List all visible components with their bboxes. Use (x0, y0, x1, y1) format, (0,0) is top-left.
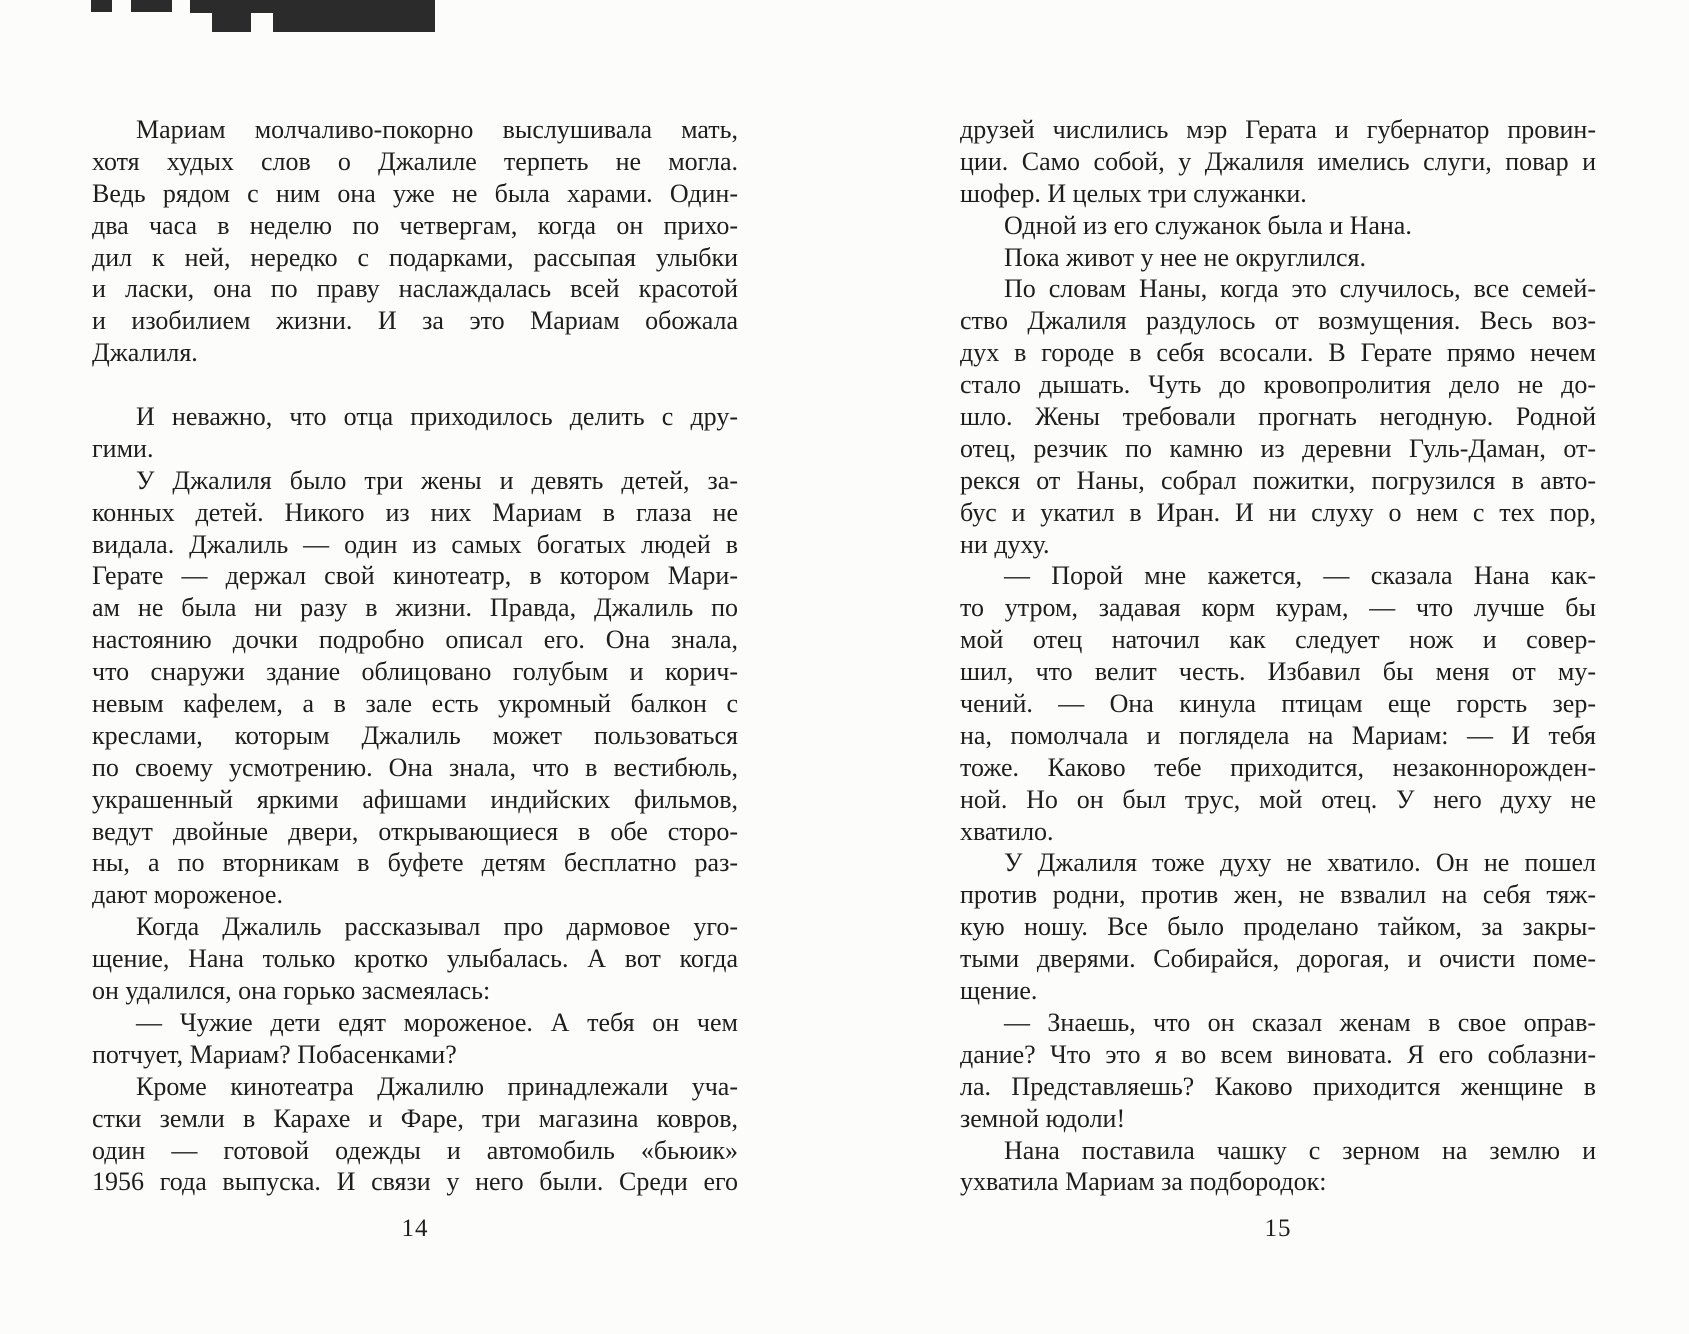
text-line: мой отец наточил как следует нож и совер- (960, 625, 1596, 655)
text-line: один — готовой одежды и автомобиль «бьюик» (92, 1135, 738, 1165)
text-line: на, помолчала и поглядела на Мариам: — И тебя (960, 720, 1596, 750)
text-line: стало дышать. Чуть до кровопролития дело не до- (960, 370, 1596, 400)
text-line: Кроме кинотеатра Джалилю принадлежали уча- (136, 1071, 738, 1101)
text-line: Мариам молчаливо-покорно выслушивала мать, (136, 115, 738, 144)
text-line: Ведь рядом с ним она уже не была харами. Один- (92, 178, 738, 208)
text-line: дание? Что это я во всем виновата. Я его соблазни- (960, 1039, 1596, 1069)
scan-artifact-block (273, 0, 435, 32)
text-line: украшенный яркими афишами индийских фильмов, (92, 784, 738, 814)
text-line: то утром, задавая корм курам, — что лучше бы (960, 593, 1596, 623)
text-line: 1956 года выпуска. И связи у него были. Среди его (92, 1167, 738, 1197)
text-line: хватило. (960, 816, 1054, 846)
paragraph-gap (92, 369, 738, 401)
text-line: У Джалиля было три жены и девять детей, за- (136, 465, 738, 495)
text-line: и ласки, она по праву наслаждалась всей красотой (92, 274, 738, 304)
text-line: видала. Джалиль — один из самых богатых людей в (92, 529, 738, 559)
text-line: конных детей. Никого из них Мариам в глаза не (92, 497, 738, 527)
text-line: дух в городе в себя всосали. В Герате прямо нечем (960, 338, 1596, 368)
text-line: чений. — Она кинула птицам еще горсть зер- (960, 689, 1596, 719)
scan-artifact-block (91, 0, 112, 12)
text-line: ведут двойные двери, открывающиеся в обе сторо- (92, 816, 738, 846)
text-line: дают мороженое. (92, 880, 283, 910)
text-line: рекся от Наны, собрал пожитки, погрузился в авто- (960, 465, 1596, 495)
text-line: дил к ней, нередко с подарками, рассыпая улыбки (92, 242, 738, 272)
text-line: И неважно, что отца приходилось делить с дру- (136, 402, 738, 432)
text-line: Одной из его служанок была и Нана. (1004, 210, 1412, 240)
text-line: щение. (960, 976, 1038, 1006)
text-line: Пока живот у нее не округлился. (1004, 242, 1366, 272)
text-line: настоянию дочки подробно описал его. Она знала, (92, 625, 738, 655)
scan-artifact-block (131, 0, 172, 12)
scan-artifact-block (212, 0, 251, 32)
text-line: ни духу. (960, 529, 1050, 559)
text-line: невым кафелем, а в зале есть укромный балкон с (92, 689, 738, 719)
text-line: ам не была ни разу в жизни. Правда, Джалиль по (92, 593, 738, 623)
text-line: шил, что велит честь. Избавил бы меня от му- (960, 657, 1596, 687)
text-line: По словам Наны, когда это случилось, все семей- (1004, 274, 1596, 304)
text-line: Джалиля. (92, 338, 198, 368)
text-line: Нана поставила чашку с зерном на землю и (1004, 1135, 1596, 1165)
text-line: ство Джалиля раздулось от возмущения. Весь воз- (960, 306, 1596, 336)
text-line: Герате — держал свой кинотеатр, в котором Мари- (92, 561, 738, 591)
text-line: ухватила Мариам за подбородок: (960, 1167, 1327, 1197)
text-line: земной юдоли! (960, 1103, 1126, 1133)
text-line: — Порой мне кажется, — сказала Нана как- (1004, 561, 1596, 591)
text-line: — Знаешь, что он сказал женам в свое оправ- (1004, 1007, 1596, 1037)
text-line: Когда Джалиль рассказывал про дармовое уго- (136, 912, 738, 942)
text-line: — Чужие дети едят мороженое. А тебя он чем (136, 1007, 738, 1037)
text-line: ла. Представляешь? Каково приходится женщине в (960, 1071, 1596, 1101)
text-line: против родни, против жен, не взвалил на себя тяж- (960, 880, 1596, 910)
text-line: стки земли в Карахе и Фаре, три магазина ковров, (92, 1103, 738, 1133)
text-line: ции. Само собой, у Джалиля имелись слуги, повар и (960, 146, 1596, 176)
text-line: ны, а по вторникам в буфете детям бесплатно раз- (92, 848, 738, 878)
text-line: он удалился, она горько засмеялась: (92, 976, 491, 1006)
text-line: что снаружи здание облицовано голубым и корич- (92, 657, 738, 687)
text-line: гими. (92, 433, 154, 463)
text-line: шофер. И целых три служанки. (960, 178, 1307, 208)
text-line: тыми дверями. Собирайся, дорогая, и очисти поме- (960, 944, 1596, 974)
text-line: бус и укатил в Иран. И ни слуху о нем с тех пор, (960, 497, 1596, 527)
page-right-text (960, 114, 1596, 1198)
page-left (92, 114, 738, 1243)
text-line: тоже. Каково тебе приходится, незаконнорожден- (960, 752, 1596, 782)
text-line: У Джалиля тоже духу не хватило. Он не пошел (1004, 848, 1596, 878)
page-number-left: 14 (401, 1215, 429, 1243)
text-line: ной. Но он был трус, мой отец. У него духу не (960, 784, 1596, 814)
page-left-text (92, 114, 738, 1198)
text-line: по своему усмотрению. Она знала, что в вестибюль, (92, 752, 738, 782)
text-line: потчует, Мариам? Побасенками? (92, 1039, 457, 1069)
page-number-right: 15 (1264, 1215, 1292, 1243)
text-line: хотя худых слов о Джалиле терпеть не могла. (92, 146, 738, 176)
text-line: отец, резчик по камню из деревни Гуль-Даман, от- (960, 433, 1596, 463)
text-line: кую ношу. Все было проделано тайком, за закры- (960, 912, 1596, 942)
text-line: шло. Жены требовали прогнать негодную. Родной (960, 402, 1596, 432)
text-line: и изобилием жизни. И за это Мариам обожала (92, 306, 738, 336)
text-line: друзей числились мэр Герата и губернатор провин- (960, 115, 1596, 144)
text-line: два часа в неделю по четвергам, когда он прихо- (92, 210, 738, 240)
page-right (960, 114, 1596, 1243)
text-line: креслами, которым Джалиль может пользоваться (92, 720, 738, 750)
text-line: щение, Нана только кротко улыбалась. А вот когда (92, 944, 738, 974)
